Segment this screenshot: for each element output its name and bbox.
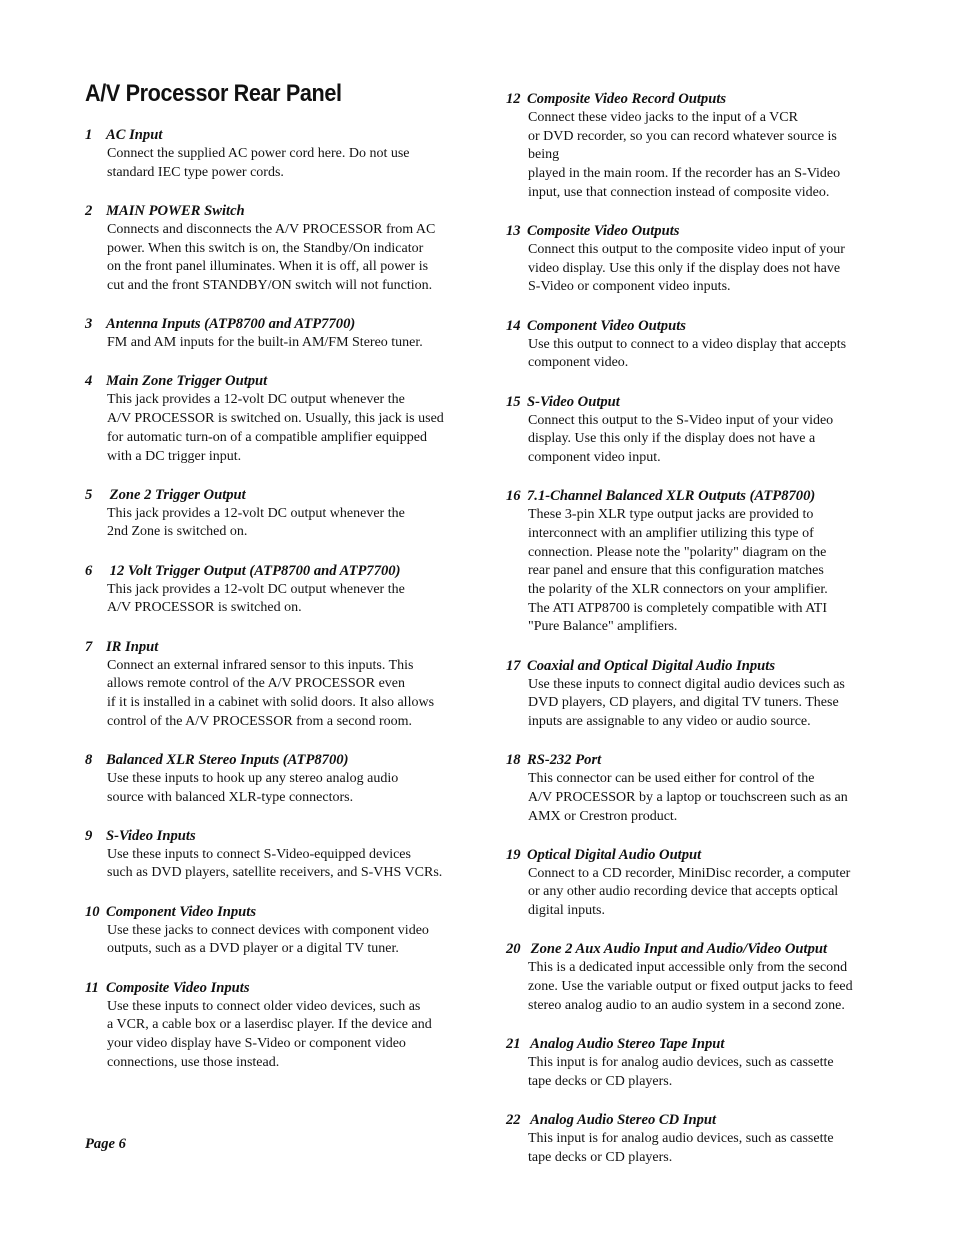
list-item <box>85 562 450 618</box>
left-column <box>85 126 450 1092</box>
item-description: Connect this output to the composite video input of your video display. Use this only if the display does not have S-Video or component video inputs. <box>528 242 845 295</box>
item-number: 12 <box>506 91 521 107</box>
item-heading <box>85 126 450 145</box>
list-item <box>506 940 871 1015</box>
item-description: This is a dedicated input accessible only from the second zone. Use the variable output or fixed output jacks to feed stereo analog audio to an audio system in a second zone. <box>528 960 853 1013</box>
item-description: Connect to a CD recorder, MiniDisc recorder, a computer or any other audio recording device that accepts optical digital inputs. <box>528 865 851 919</box>
list-item <box>506 1035 871 1091</box>
list-item <box>85 903 450 959</box>
item-heading <box>85 979 450 998</box>
item-description: These 3-pin XLR type output jacks are provided to interconnect with an amplifier utilizing this type of connection. Please note the "polarity" diagram on the rear panel and ensure that this configuration matches the polarity of the XLR connectors on your amplifier. The ATI ATP8700 is completely compatible with ATI "Pure Balance" amplifiers. <box>528 507 828 635</box>
item-number: 4 <box>85 373 93 390</box>
item-title: IR Input <box>106 638 159 655</box>
item-title: S-Video Output <box>527 393 620 410</box>
item-description: This input is for analog audio devices, such as cassette tape decks or CD players. <box>528 1055 834 1089</box>
item-number: 9 <box>85 827 93 844</box>
item-heading <box>85 562 450 581</box>
right-column <box>506 90 871 1187</box>
item-description: Use these inputs to connect S-Video-equipped devices such as DVD players, satellite receivers, and S-VHS VCRs. <box>107 846 443 881</box>
item-description: Connect these video jacks to the input of a VCR or DVD recorder, so you can record whatever source is being played in the main room. If the recorder has an S-Video input, use that connection instead of composite video. <box>528 110 841 200</box>
item-title: RS-232 Port <box>527 752 602 769</box>
list-item <box>506 751 871 826</box>
item-number: 21 <box>506 1036 521 1052</box>
item-description: Use these jacks to connect devices with component video outputs, such as a DVD player or a digital TV tuner. <box>107 922 429 957</box>
item-description: Use this output to connect to a video display that accepts component video. <box>528 336 847 371</box>
item-heading <box>506 90 871 109</box>
list-item <box>85 126 450 182</box>
list-item <box>506 222 871 297</box>
item-title: Analog Audio Stereo Tape Input <box>527 1036 725 1052</box>
item-heading <box>85 638 450 657</box>
item-number: 17 <box>506 657 521 674</box>
item-number: 11 <box>85 979 99 996</box>
item-title: Balanced XLR Stereo Inputs (ATP8700) <box>106 751 349 768</box>
item-number: 20 <box>506 941 521 958</box>
list-item <box>506 657 871 732</box>
item-description: This input is for analog audio devices, such as cassette tape decks or CD players. <box>528 1130 834 1165</box>
item-number: 16 <box>506 488 521 505</box>
item-description: Use these inputs to hook up any stereo analog audio source with balanced XLR-type connectors. <box>107 770 399 805</box>
item-title: Coaxial and Optical Digital Audio Inputs <box>527 657 776 674</box>
item-heading <box>85 486 450 505</box>
item-description: This jack provides a 12-volt DC output whenever the A/V PROCESSOR is switched on. <box>107 581 405 616</box>
item-title: Zone 2 Aux Audio Input and Audio/Video Output <box>527 941 828 958</box>
item-number: 1 <box>85 127 93 143</box>
item-number: 7 <box>85 638 93 655</box>
item-number: 3 <box>85 316 93 333</box>
item-heading <box>85 372 450 391</box>
item-description: This jack provides a 12-volt DC output whenever the 2nd Zone is switched on. <box>107 505 405 540</box>
item-title: AC Input <box>106 127 163 143</box>
list-item <box>506 317 871 373</box>
item-description: Connect the supplied AC power cord here. Do not use standard IEC type power cords. <box>107 146 410 180</box>
list-item <box>506 487 871 637</box>
item-heading <box>85 903 450 922</box>
item-heading <box>85 315 450 334</box>
item-number: 18 <box>506 752 521 769</box>
list-item <box>85 827 450 883</box>
item-number: 5 <box>85 486 93 503</box>
item-heading <box>506 487 871 506</box>
item-heading <box>506 1035 871 1054</box>
item-heading <box>506 1111 871 1130</box>
item-number: 10 <box>85 903 100 920</box>
item-title: Analog Audio Stereo CD Input <box>527 1111 717 1128</box>
item-number: 19 <box>506 846 521 863</box>
list-item <box>506 846 871 921</box>
item-title: Main Zone Trigger Output <box>106 373 268 390</box>
page-title: A/V Processor Rear Panel <box>85 80 342 107</box>
item-description: Connect this output to the S-Video input of your video display. Use this only if the display does not have a component video input. <box>528 412 834 465</box>
list-item <box>506 90 871 203</box>
item-heading <box>506 317 871 336</box>
item-description: Use these inputs to connect digital audio devices such as DVD players, CD players, and digital TV tuners. These inputs are assignable to any video or audio source. <box>528 676 845 729</box>
list-item <box>85 372 450 466</box>
item-heading <box>85 202 450 221</box>
list-item <box>506 1111 871 1167</box>
item-title: 12 Volt Trigger Output (ATP8700 and ATP7700) <box>106 562 401 579</box>
item-number: 13 <box>506 223 521 240</box>
item-description: Connect an external infrared sensor to this inputs. This allows remote control of the A/V PROCESSOR even if it is installed in a cabinet with solid doors. It also allows control of the A/V PROCESSOR from a second room. <box>107 657 435 729</box>
item-title: MAIN POWER Switch <box>106 202 245 219</box>
item-description: This jack provides a 12-volt DC output whenever the A/V PROCESSOR is switched on. Usually, this jack is used for automatic turn-on of a compatible amplifier equipped with a DC trigger input. <box>107 392 444 464</box>
item-description: FM and AM inputs for the built-in AM/FM Stereo tuner. <box>107 335 423 351</box>
page-number: Page 6 <box>85 1136 126 1152</box>
item-heading <box>506 657 871 676</box>
item-heading <box>506 846 871 865</box>
item-heading <box>506 940 871 959</box>
item-title: Composite Video Record Outputs <box>527 91 727 107</box>
list-item <box>85 638 450 732</box>
item-number: 15 <box>506 393 521 410</box>
item-heading <box>506 222 871 241</box>
list-item <box>85 979 450 1073</box>
list-item <box>85 315 450 353</box>
list-item <box>506 393 871 468</box>
list-item <box>85 202 450 296</box>
item-number: 22 <box>506 1111 521 1128</box>
item-heading <box>506 393 871 412</box>
item-number: 6 <box>85 562 93 579</box>
item-number: 14 <box>506 317 521 334</box>
item-heading <box>85 827 450 846</box>
item-title: S-Video Inputs <box>106 827 196 844</box>
item-number: 2 <box>85 202 93 219</box>
item-heading <box>506 751 871 770</box>
item-description: Connects and disconnects the A/V PROCESSOR from AC power. When this switch is on, the Standby/On indicator on the front panel illuminates. When it is off, all power is cut and the front STANDBY/ON switch will not function. <box>107 221 436 294</box>
item-heading <box>85 751 450 770</box>
item-title: 7.1-Channel Balanced XLR Outputs (ATP8700) <box>527 488 816 505</box>
list-item <box>85 486 450 542</box>
item-title: Optical Digital Audio Output <box>527 846 702 863</box>
item-title: Composite Video Inputs <box>106 979 250 996</box>
item-title: Zone 2 Trigger Output <box>106 486 246 503</box>
item-title: Component Video Outputs <box>527 317 686 334</box>
item-number: 8 <box>85 751 93 768</box>
item-title: Composite Video Outputs <box>527 223 680 240</box>
list-item <box>85 751 450 807</box>
item-title: Component Video Inputs <box>106 903 257 920</box>
item-description: This connector can be used either for control of the A/V PROCESSOR by a laptop or touchscreen such as an AMX or Crestron product. <box>528 771 848 824</box>
item-title: Antenna Inputs (ATP8700 and ATP7700) <box>106 316 356 333</box>
item-description: Use these inputs to connect older video devices, such as a VCR, a cable box or a laserdisc player. If the device and your video display have S-Video or component video connections, use those instead. <box>107 998 432 1070</box>
